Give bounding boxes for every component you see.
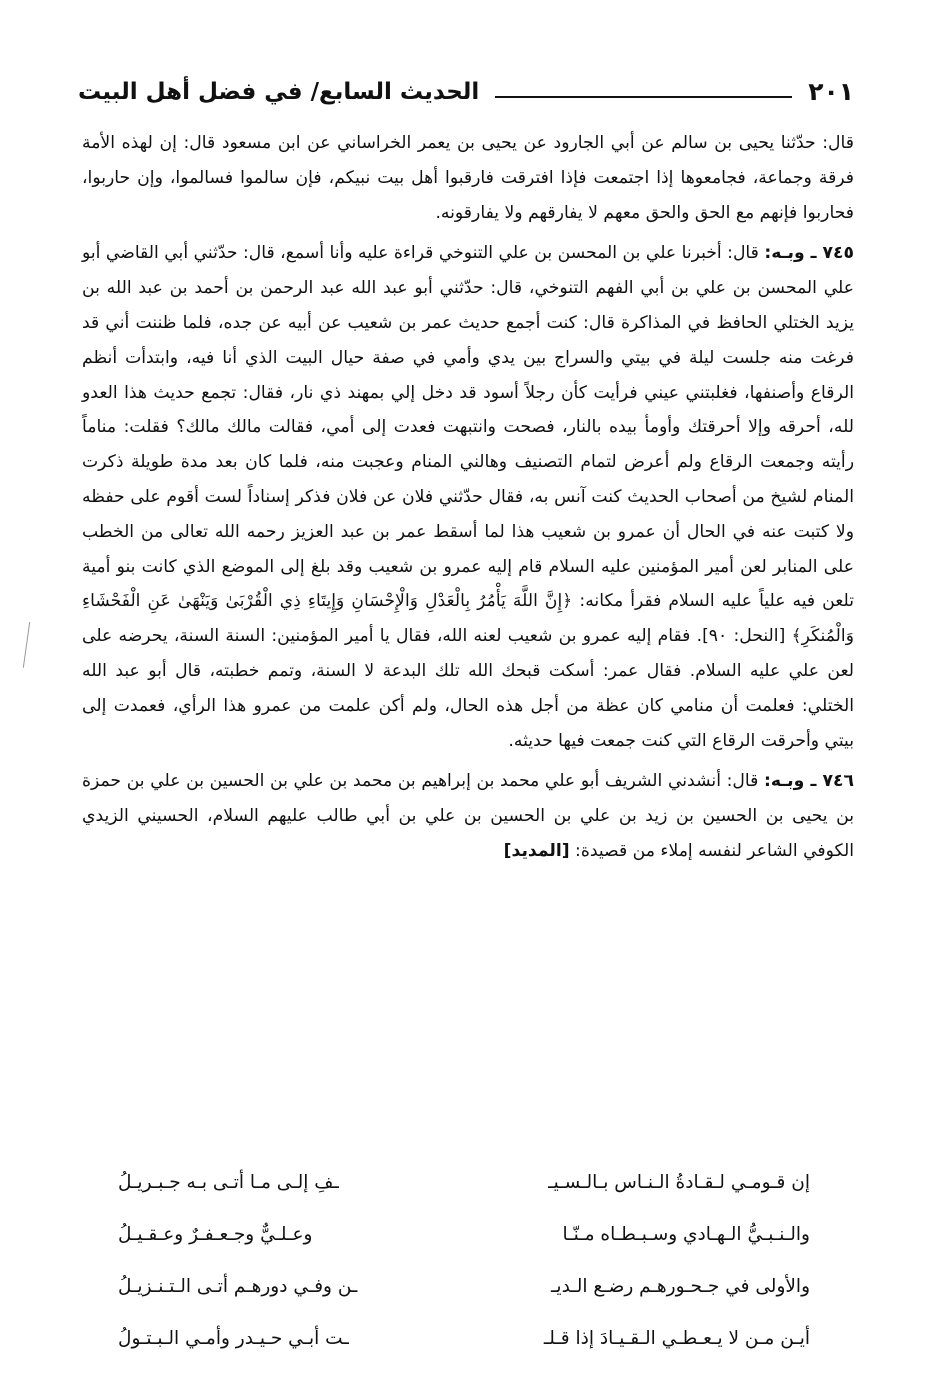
poem-verse: [118, 1260, 810, 1312]
poetic-meter-label: [المديد]: [503, 840, 570, 861]
poem: [118, 1156, 810, 1364]
paragraph-text-after-verse: [النحل: ٩٠]. فقام إليه عمرو بن شعيب لعنه الله، فقال يا أمير المؤمنين: السنة السنة، يحرضه على لعن علي عليه السلام. فقال عمر: أسكت قبحك الله تلك البدعة لا السنة، وتمم خطبته، قال أبو عبد الله الختلي: فعلمت أن منامي كان عظة من أجل هذه الحال، ولم أكن علمت من عمرو هذا الرأي، فعمدت إلى بيتي وأحرقت الرقاع التي كنت جمعت فيها حديثه.: [82, 626, 854, 751]
paragraph-745: [82, 236, 854, 758]
quran-verse: ﴿إِنَّ اللَّهَ يَأْمُرُ بِالْعَدْلِ وَالْإِحْسَانِ وَإِيتَاءِ ذِي الْقُرْبَىٰ وَيَنْهَىٰ عَنِ الْفَحْشَاءِ وَالْمُنكَرِ﴾: [82, 591, 854, 647]
page-number: ٢٠١: [808, 77, 854, 106]
verse-first-hemistich: أيـن مـن لا يـعـطـي الـقـيـادَ إذا قـلـ: [543, 1327, 810, 1349]
verse-first-hemistich: إن قـومـي لـقـادةُ الـنـاس بـالـسـيـ: [548, 1171, 810, 1193]
scan-margin-mark: [23, 622, 32, 668]
hadith-number-745: ٧٤٥ ـ وبـه:: [764, 243, 854, 264]
header-rule: [495, 96, 792, 98]
hadith-number-746: ٧٤٦ ـ وبـه:: [764, 771, 854, 792]
paragraph-text: قال: أخبرنا علي بن المحسن بن علي التنوخي قراءة عليه وأنا أسمع، قال: حدّثني أبي القاضي أبو علي المحسن بن علي بن أبي الفهم التنوخي، قال: حدّثني أبو عبد الله عبد الرحمن بن أحمد بن عبد الله بن يزيد الختلي الحافظ في المذاكرة قال: كنت أجمع حديث عمر بن شعيب عن أبيه عن جده، فلما ظننت أني قد فرغت منه جلست ليلة في بيتي والسراج بين يدي وأمي في صفة حيال البيت الذي أنا فيه، وابتدأت أنظم الرقاع وأصنفها، فغلبتني عيني فرأيت كأن رجلاً أسود قد دخل إلي بمهند ذي نار، فقال: تجمع حديث هذا العدو لله، أحرقه وإلا أحرقتك وأومأ بيده بالنار، فصحت وانتبهت فعدت إلى أمي، فقالت مالك مالك؟ فقلت: مناماً رأيته وجمعت الرقاع ولم أعرض لتمام التصنيف وهالني المنام وعجبت منه، فلما كان بعد مدة طويلة ذكرت المنام لشيخ من أصحاب الحديث كنت آنس به، فقال حدّثني فلان عن فلان فذكر إسناداً لست أقوم على حفظه ولا كتبت عنه في الحال أن عمرو بن شعيب هذا لما أسقط عمر بن عبد العزيز رحمه الله تعالى من الخطب على المنابر لعن أمير المؤمنين عليه السلام قام إليه عمرو بن شعيب وقد بلغ إلى الموضع الذي كانت بنو أمية تلعن فيه علياً عليه السلام فقرأ مكانه:: [82, 243, 854, 612]
paragraph-hadith-continuation: [82, 126, 854, 230]
poem-verse: [118, 1208, 810, 1260]
running-header: [78, 64, 854, 104]
paragraph-text: قال: أنشدني الشريف أبو علي محمد بن إبراهيم بن محمد بن علي بن الحسين بن علي بن حمزة بن يحيى بن الحسين بن زيد بن علي بن الحسين بن علي بن أبي طالب عليهم السلام، الحسيني الزيدي الكوفي الشاعر لنفسه إملاء من قصيدة:: [82, 771, 854, 861]
verse-second-hemistich: ـن وفـي دورهـم أتـى الـتـنـزيـلُ: [118, 1275, 358, 1297]
poem-verse: [118, 1312, 810, 1364]
verse-first-hemistich: والـنـبـيُّ الـهـادي وسـبـطـاه مـنّـا: [562, 1223, 810, 1245]
paragraph-text: قال: حدّثنا يحيى بن سالم عن أبي الجارود عن يحيى بن يعمر الخراساني عن ابن مسعود قال: إن لهذه الأمة فرقة وجماعة، فجامعوها إذا اجتمعت فإذا افترقت فارقبوا أهل بيت نبيكم، فإن سالموا فسالموا، وإن حاربوا، فحاربوا فإنهم مع الحق والحق معهم لا يفارقهم ولا يفارقونه.: [82, 133, 854, 223]
verse-second-hemistich: ـفِ إلـى مـا أتـى بـه جـبـريـلُ: [118, 1171, 339, 1193]
verse-second-hemistich: وعـلـيٌّ وجـعـفـرٌ وعـقـيـلُ: [118, 1223, 313, 1245]
poem-verse: [118, 1156, 810, 1208]
main-text: [82, 126, 854, 869]
chapter-title: الحديث السابع/ في فضل أهل البيت: [78, 79, 480, 105]
paragraph-746: [82, 764, 854, 868]
verse-first-hemistich: والأولى في جـحـورهـم رضـع الـديـ: [551, 1275, 810, 1297]
verse-second-hemistich: ـت أبـي حـيـدر وأمـي الـبـتـولُ: [118, 1327, 349, 1349]
